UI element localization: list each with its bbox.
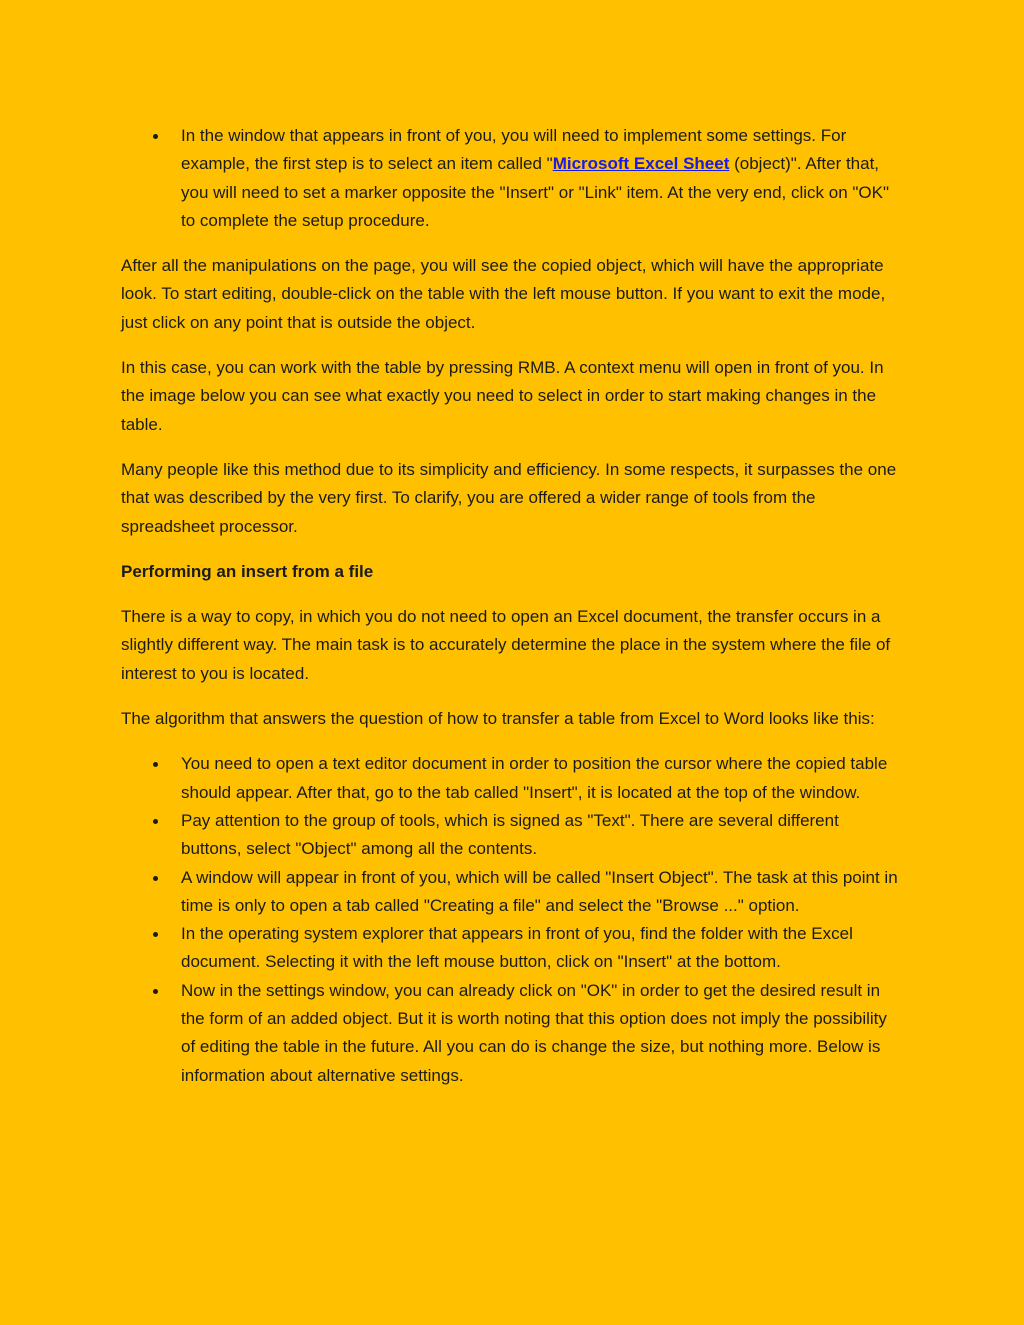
bullet-icon — [153, 762, 158, 767]
list-item-text: Now in the settings window, you can already click on "OK" in order to get the desired result in the form of an added object. But it is worth noting that this option does not imply the possibility of editing the table in the future. All you can do is change the size, but nothing more. Below is information about alternative settings. — [181, 980, 887, 1085]
list-item-text: In the operating system explorer that appears in front of you, find the folder with the Excel document. Selecting it with the left mouse button, click on "Insert" at the bottom. — [181, 924, 853, 972]
list-item — [121, 750, 903, 807]
list-item-text: A window will appear in front of you, which will be called "Insert Object". The task at this point in time is only to open a tab called "Creating a file" and select the "Browse ..." option. — [181, 867, 898, 915]
bullet-icon — [153, 134, 158, 139]
list-item — [121, 920, 903, 977]
list-item-text: You need to open a text editor document in order to position the cursor where the copied table should appear. After that, go to the tab called "Insert", it is located at the top of the window. — [181, 754, 888, 802]
paragraph-rmb-context-menu: In this case, you can work with the table by pressing RMB. A context menu will open in front of you. In the image below you can see what exactly you need to select in order to start making changes in the table. — [121, 358, 884, 434]
paragraph-algorithm-intro: The algorithm that answers the question of how to transfer a table from Excel to Word looks like this: — [121, 709, 875, 729]
microsoft-excel-sheet-link[interactable]: Microsoft Excel Sheet — [552, 154, 730, 174]
list-item-text-after-link: (object)". After that, you will need to set a marker opposite the "Insert" or "Link" item. At the very end, click on "OK" to complete the setup procedure. — [181, 154, 890, 230]
bullet-icon — [153, 932, 158, 937]
article-content — [121, 122, 903, 1107]
list-item — [121, 122, 903, 235]
paragraph-method-benefits: Many people like this method due to its simplicity and efficiency. In some respects, it surpasses the one that was described by the very first. To clarify, you are offered a wider range of tools from the spreadsheet processor. — [121, 459, 897, 536]
steps-bullet-list — [121, 750, 903, 1090]
list-item — [121, 807, 903, 864]
bullet-icon — [153, 876, 158, 881]
paragraph-copy-without-opening: There is a way to copy, in which you do not need to open an Excel document, the transfer occurs in a slightly different way. The main task is to accurately determine the place in the system where the file of interest to you is located. — [121, 607, 891, 683]
paragraph-copied-object: After all the manipulations on the page, you will see the copied object, which will have the appropriate look. To start editing, double-click on the table with the left mouse button. If you want to exit the mode, just click on any point that is outside the object. — [121, 256, 886, 332]
bullet-icon — [153, 989, 158, 994]
list-item — [121, 977, 903, 1090]
list-item-text-before-link: In the window that appears in front of you, you will need to implement some settings. For example, the first step is to select an item called " — [181, 126, 847, 174]
list-item-text: Pay attention to the group of tools, which is signed as "Text". There are several different buttons, select "Object" among all the contents. — [181, 810, 839, 859]
bullet-icon — [153, 819, 158, 824]
section-heading-insert-from-file: Performing an insert from a file — [121, 561, 374, 581]
intro-bullet-list — [121, 122, 903, 235]
list-item — [121, 864, 903, 921]
